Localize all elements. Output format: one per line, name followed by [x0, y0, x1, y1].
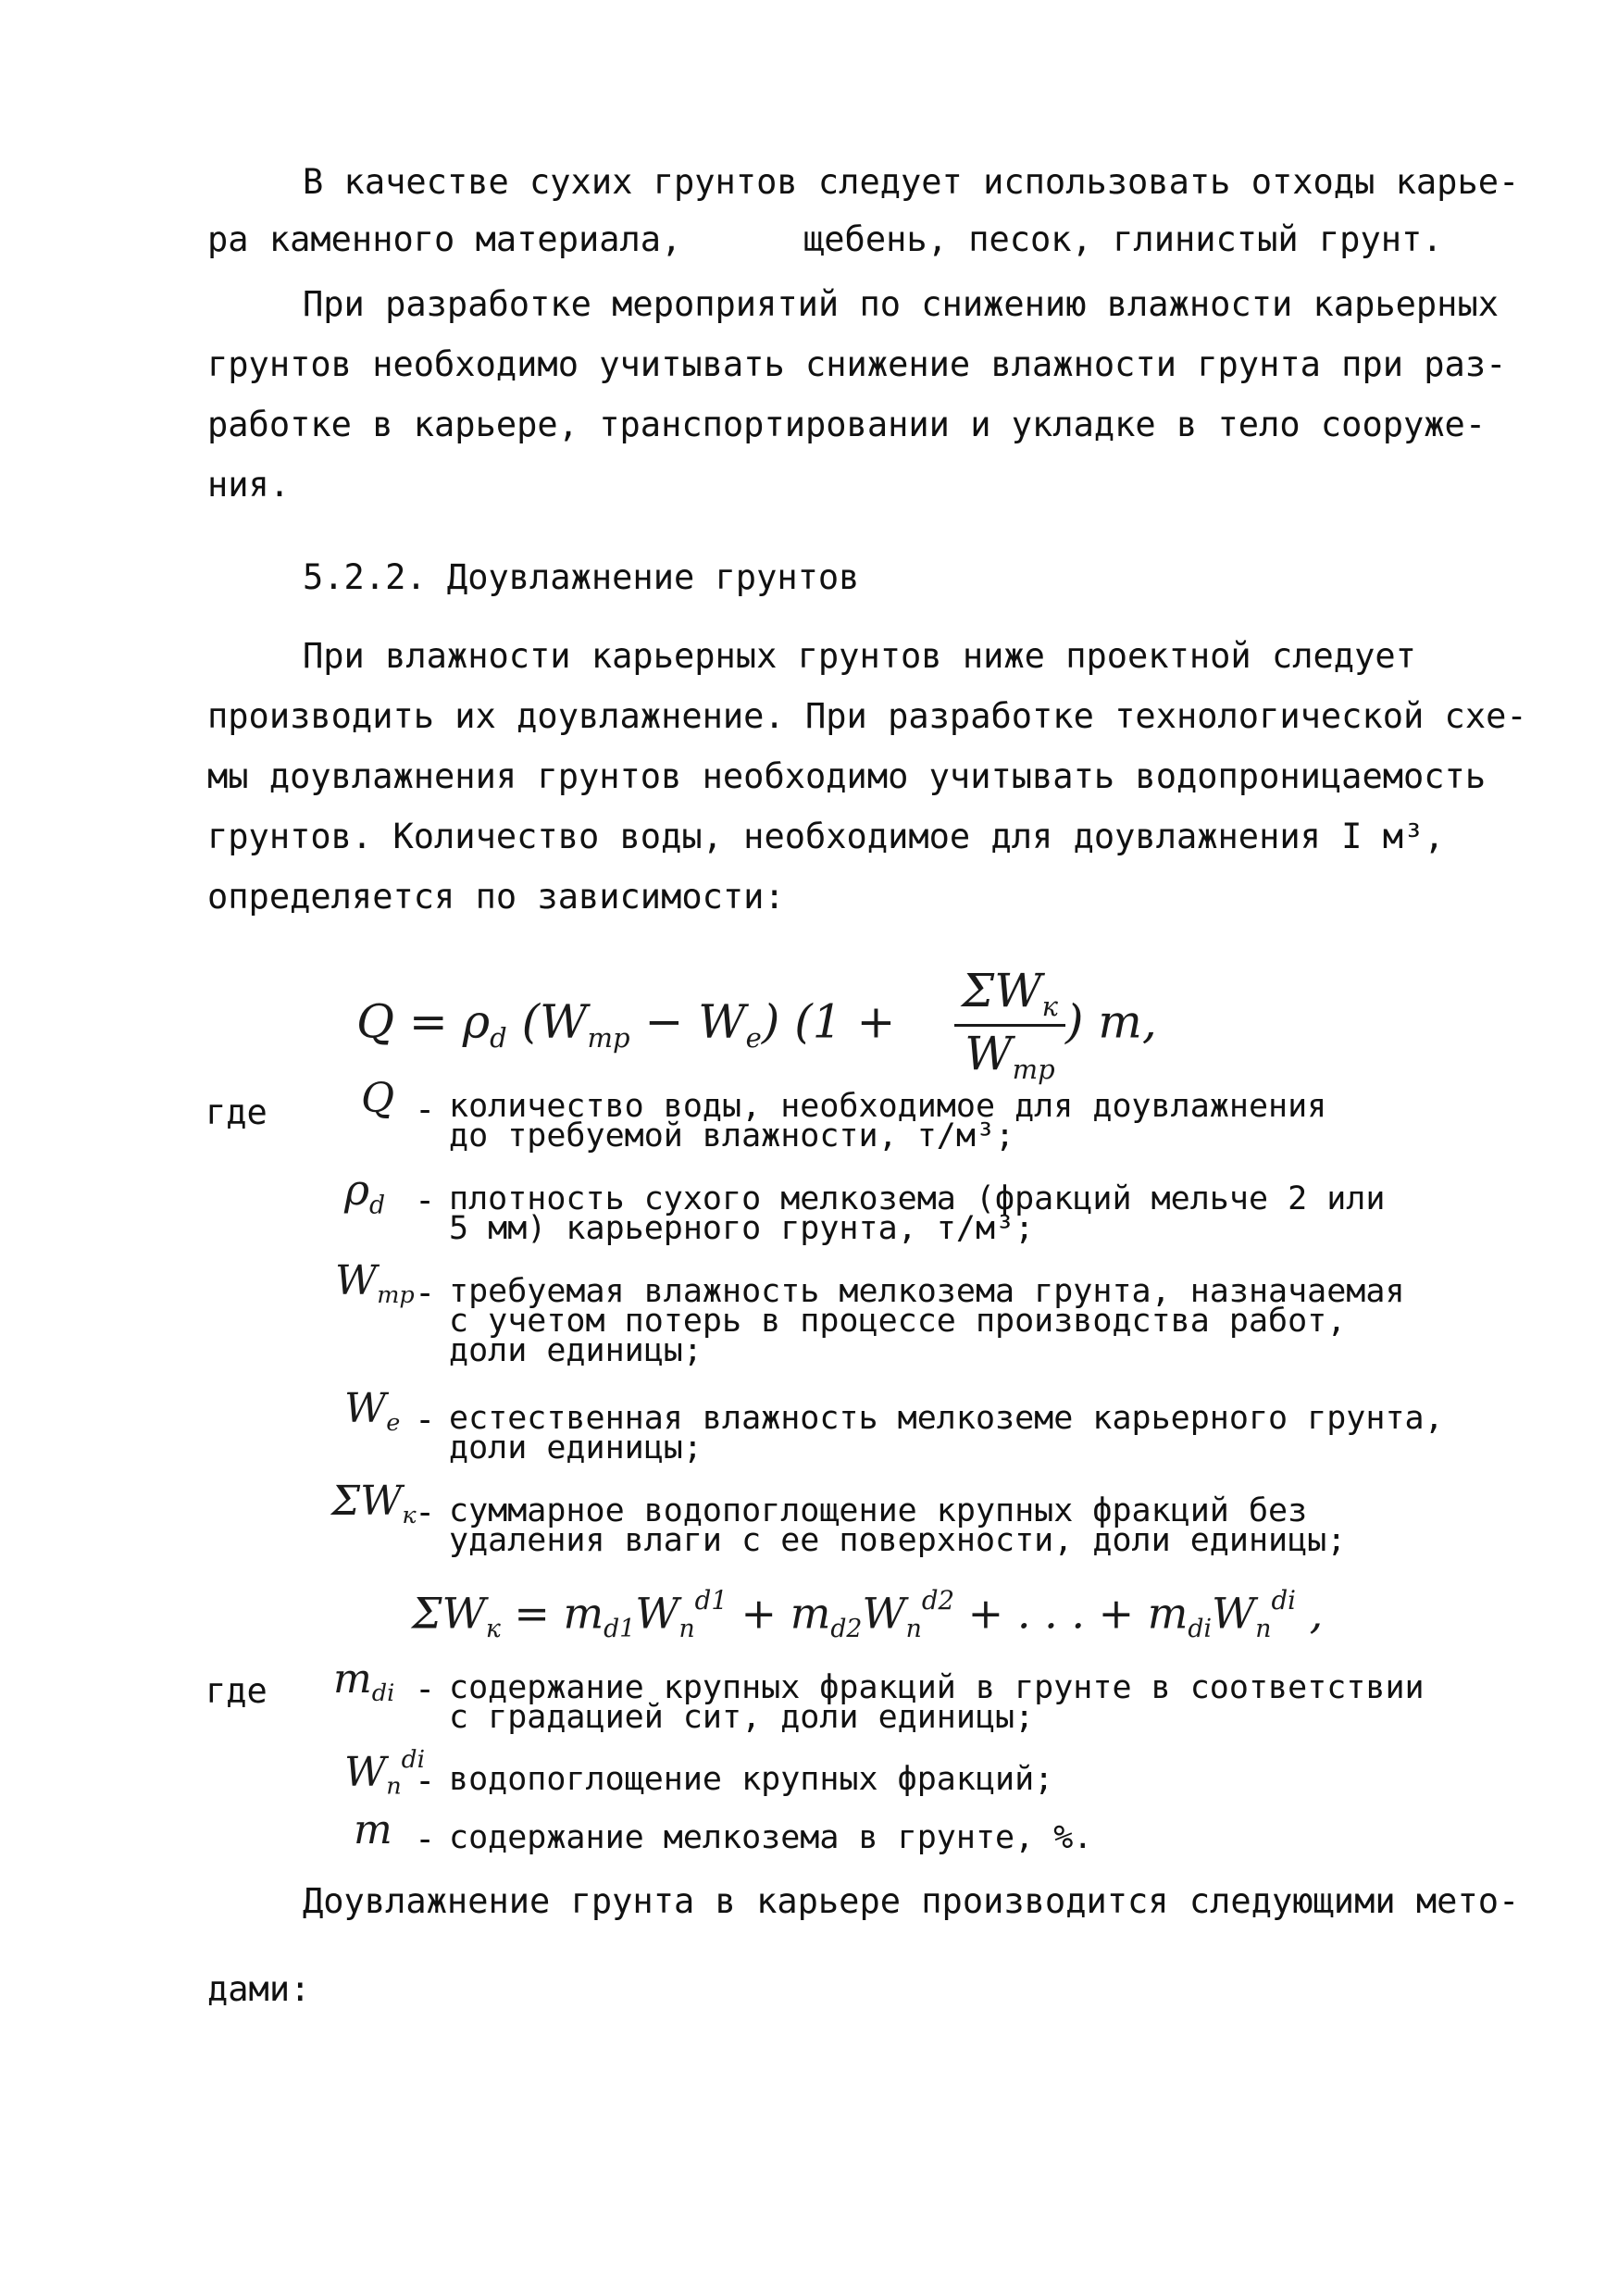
def-q-symbol: Q [361, 1075, 395, 1122]
def-m-symbol: m [354, 1806, 392, 1853]
formula1-lhs: Q [356, 994, 394, 1049]
def-sumwk-line2: удаления влаги с ее поверхности, доли единицы; [449, 1522, 1347, 1559]
def-sumwk-line1: суммарное водопоглощение крупных фракций без [449, 1492, 1308, 1529]
def-wtr-line3: доли единицы; [449, 1332, 703, 1369]
def-wtr-symbol: $W_{тр}$ [335, 1257, 415, 1309]
para2-line2: грунтов необходимо учитывать снижение влажности грунта при раз- [207, 344, 1507, 384]
def-sumwk-dash: - [415, 1492, 436, 1532]
formula1-frac-num: ΣW [961, 964, 1042, 1017]
formula1-we-sub: e [745, 1021, 762, 1054]
para3-line2: производить их доувлажнение. При разработке технологической схе- [207, 696, 1527, 736]
formula1-tail: m, [1098, 994, 1157, 1049]
para2-line3: работке в карьере, транспортировании и укладке в тело сооруже- [207, 405, 1487, 444]
def-m-dash: - [415, 1819, 436, 1859]
formula1-we: W [698, 994, 746, 1049]
where-label-2: где [205, 1671, 268, 1711]
final-line1: Доувлажнение грунта в карьере производится следующими мето- [303, 1881, 1520, 1921]
def-rho-line2: 5 мм) карьерного грунта, т/м³; [449, 1210, 1035, 1247]
def-we-line1: естественная влажность мелкоземе карьерного грунта, [449, 1400, 1444, 1437]
para1-line1: В качестве сухих грунтов следует использовать отходы карье- [303, 162, 1520, 202]
formula-water-quantity: $Q = \rho_d$ $(W_{тр} - W_e) (1$ + $\frac{\Sigma W_к}{W_{тр}}$ ) m, [356, 964, 1157, 1086]
formula1-frac-den-sub: тр [1012, 1054, 1055, 1086]
def-we-line2: доли единицы; [449, 1429, 703, 1466]
para3-line1: При влажности карьерных грунтов ниже проектной следует [303, 636, 1416, 676]
para3-line5: определяется по зависимости: [207, 877, 785, 917]
final-line2: дами: [207, 1969, 311, 2009]
def-m-line1: содержание мелкозема в грунте, %. [449, 1819, 1093, 1856]
formula1-frac-num-sub: к [1041, 991, 1058, 1023]
def-wn-symbol: $W_n^{di}$ [344, 1745, 426, 1801]
para2-line1: При разработке мероприятий по снижению влажности карьерных [303, 284, 1500, 324]
def-q-line2: до требуемой влажности, т/м³; [449, 1117, 1015, 1154]
def-q-dash: - [415, 1090, 436, 1129]
def-sumwk-symbol: $\Sigma W_к$ [331, 1478, 417, 1529]
def-we-symbol: $W_e$ [344, 1385, 401, 1437]
where-label-1: где [205, 1092, 268, 1132]
def-mdi-line2: с градацией сит, доли единицы; [449, 1699, 1035, 1736]
def-wtr-line1: требуемая влажность мелкозема грунта, назначаемая [449, 1273, 1405, 1310]
para1-line2a: ра каменного материала, [207, 219, 682, 259]
formula1-one-plus: (1 + [794, 994, 896, 1049]
def-mdi-line1: содержание крупных фракций в грунте в соответствии [449, 1669, 1425, 1706]
formula1-frac-den: W [965, 1027, 1013, 1081]
def-wtr-dash: - [415, 1273, 436, 1313]
def-wn-dash: - [415, 1761, 436, 1801]
formula-sum-absorption: $\Sigma W_к = m_{d1}W_n^{d1} + m_{d2}W_n^{d2}$ + . . . + $m_{di}W_n^{di}$ , [412, 1585, 1324, 1644]
def-mdi-symbol: $m_{di}$ [333, 1655, 395, 1707]
section-heading: 5.2.2. Доувлажнение грунтов [303, 557, 860, 597]
def-rho-symbol: $\rho_d$ [344, 1165, 386, 1220]
para1-line2b: щебень, песок, глинистый грунт. [803, 219, 1443, 259]
def-q-line1: количество воды, необходимое для доувлажнения [449, 1088, 1327, 1125]
para3-line3: мы доувлажнения грунтов необходимо учитывать водопроницаемость [207, 756, 1487, 796]
def-wtr-line2: с учетом потерь в процессе производства работ, [449, 1303, 1347, 1340]
formula1-wtr: W [540, 994, 588, 1049]
def-mdi-dash: - [415, 1669, 436, 1709]
def-rho-line1: плотность сухого мелкозема (фракций мельче 2 или [449, 1180, 1386, 1217]
def-we-dash: - [415, 1400, 436, 1440]
para2-line4: ния. [207, 465, 291, 505]
formula1-fraction [954, 964, 1065, 1086]
para3-line4: грунтов. Количество воды, необходимое для доувлажнения I м³, [207, 817, 1445, 856]
formula1-rho-sub: d [490, 1021, 507, 1054]
def-wn-line1: водопоглощение крупных фракций; [449, 1761, 1054, 1798]
def-rho-dash: - [415, 1180, 436, 1220]
formula1-rho: ρ [462, 994, 491, 1049]
formula1-wtr-sub: тр [587, 1021, 630, 1054]
